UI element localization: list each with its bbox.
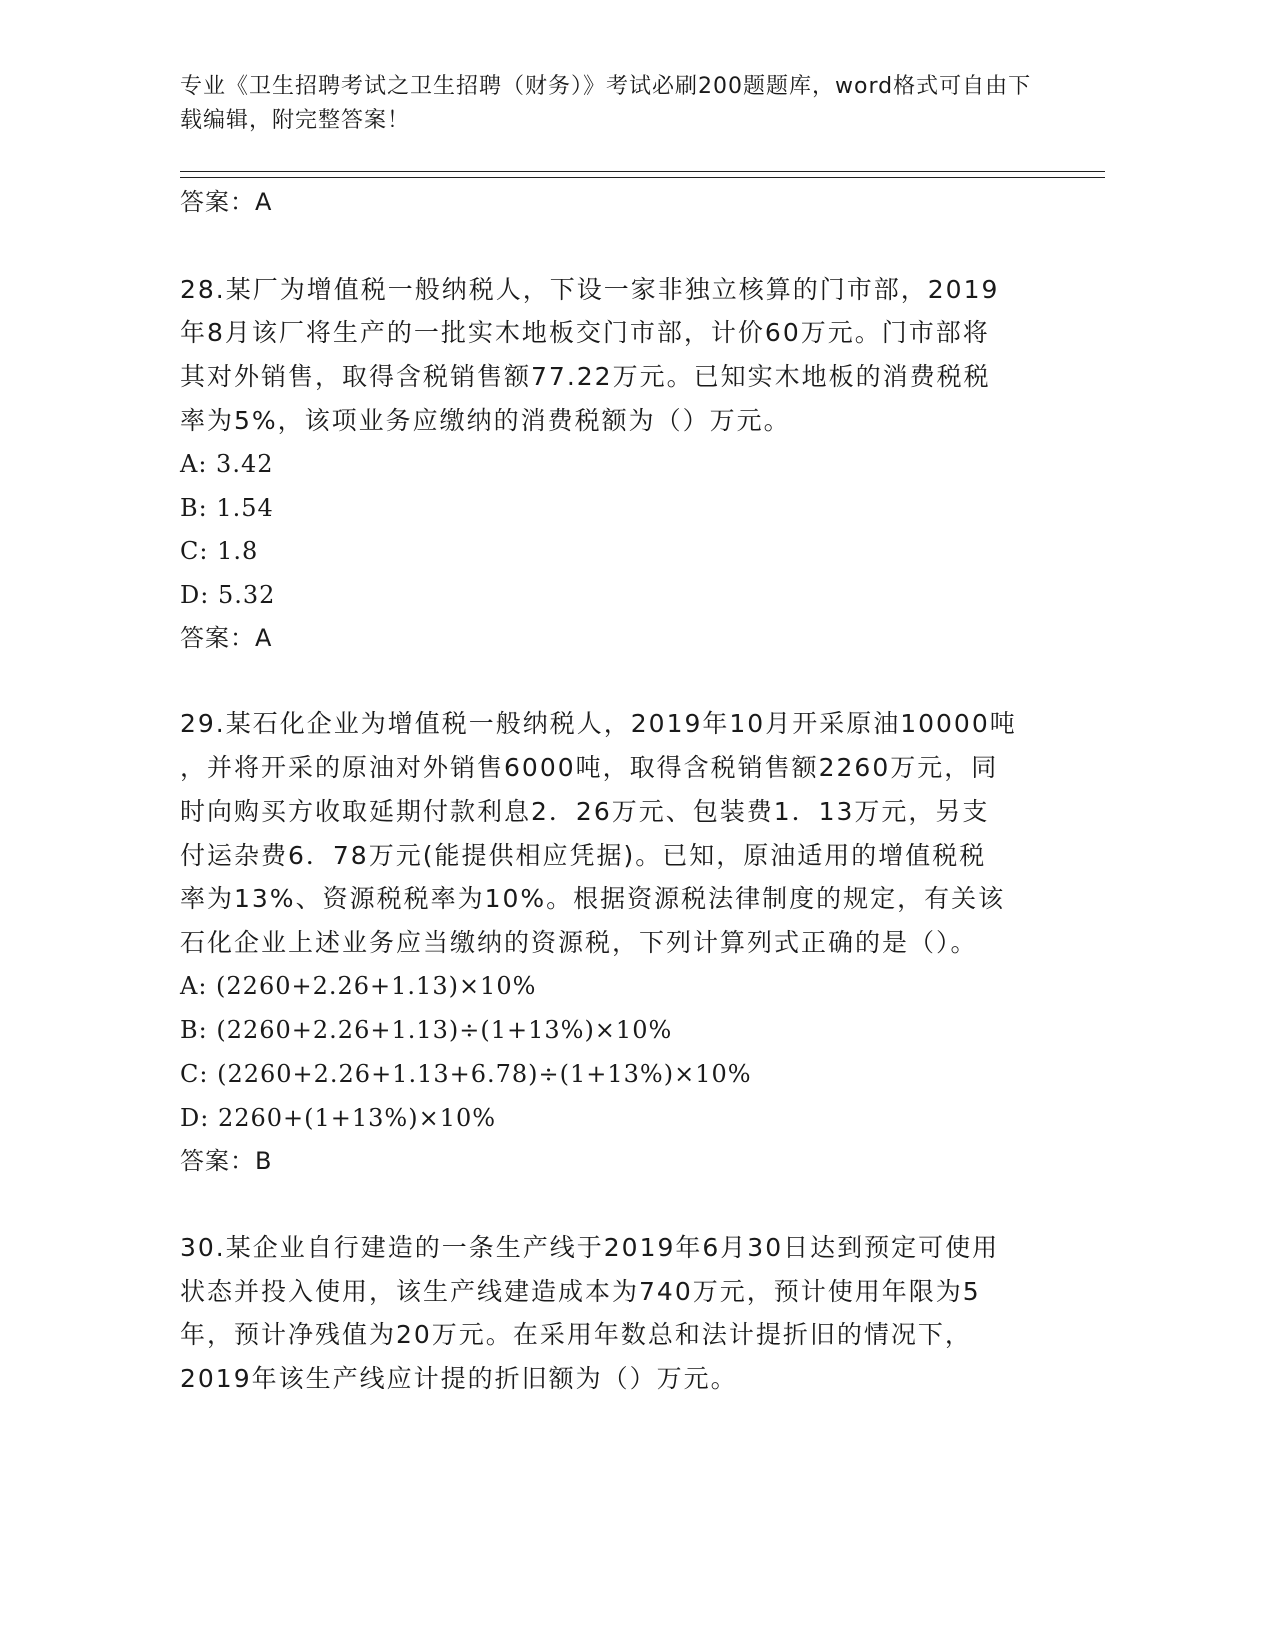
question-29-option-d: D: 2260+(1+13%)×10%	[180, 1104, 497, 1132]
question-28-option-c: C: 1.8	[180, 537, 259, 565]
question-28-option-a: A: 3.42	[180, 450, 274, 478]
question-29-line-4: 付运杂费6．78万元(能提供相应凭据)。已知，原油适用的增值税税	[180, 841, 987, 870]
question-28-line-1: 28.某厂为增值税一般纳税人，下设一家非独立核算的门市部，2019	[180, 275, 1000, 304]
question-28-option-d: D: 5.32	[180, 581, 276, 609]
question-29-line-2: ，并将开采的原油对外销售6000吨，取得含税销售额2260万元，同	[180, 753, 999, 782]
question-30-line-4: 2019年该生产线应计提的折旧额为（）万元。	[180, 1364, 738, 1393]
question-29-option-a: A: (2260+2.26+1.13)×10%	[180, 972, 537, 1000]
question-29-option-c: C: (2260+2.26+1.13+6.78)÷(1+13%)×10%	[180, 1060, 752, 1088]
question-28-line-4: 率为5%，该项业务应缴纳的消费税额为（）万元。	[180, 406, 791, 435]
question-28-option-b: B: 1.54	[180, 494, 274, 522]
question-28-line-3: 其对外销售，取得含税销售额77.22万元。已知实木地板的消费税税	[180, 362, 991, 391]
header-rule-bottom	[180, 177, 1105, 178]
question-29-line-5: 率为13%、资源税税率为10%。根据资源税法律制度的规定，有关该	[180, 884, 1006, 913]
document-header: 专业《卫生招聘考试之卫生招聘（财务）》考试必刷200题题库，word格式可自由下载编辑，附完整答案！	[180, 74, 1032, 133]
question-29-line-3: 时向购买方收取延期付款利息2．26万元、包装费1．13万元，另支	[180, 797, 990, 826]
question-29-line-6: 石化企业上述业务应当缴纳的资源税，下列计算列式正确的是（）。	[180, 928, 978, 957]
question-29-line-1: 29.某石化企业为增值税一般纳税人，2019年10月开采原油10000吨	[180, 709, 1017, 738]
question-29-option-b: B: (2260+2.26+1.13)÷(1+13%)×10%	[180, 1016, 673, 1044]
question-30-line-2: 状态并投入使用，该生产线建造成本为740万元，预计使用年限为5	[180, 1277, 981, 1306]
question-30-line-1: 30.某企业自行建造的一条生产线于2019年6月30日达到预定可使用	[180, 1233, 1000, 1262]
previous-answer: 答案：A	[180, 188, 273, 216]
question-28-answer: 答案：A	[180, 624, 273, 652]
question-30-line-3: 年，预计净残值为20万元。在采用年数总和法计提折旧的情况下，	[180, 1320, 972, 1349]
question-28-line-2: 年8月该厂将生产的一批实木地板交门市部，计价60万元。门市部将	[180, 318, 990, 347]
question-29-answer: 答案：B	[180, 1147, 273, 1175]
header-rule-top	[180, 171, 1105, 172]
